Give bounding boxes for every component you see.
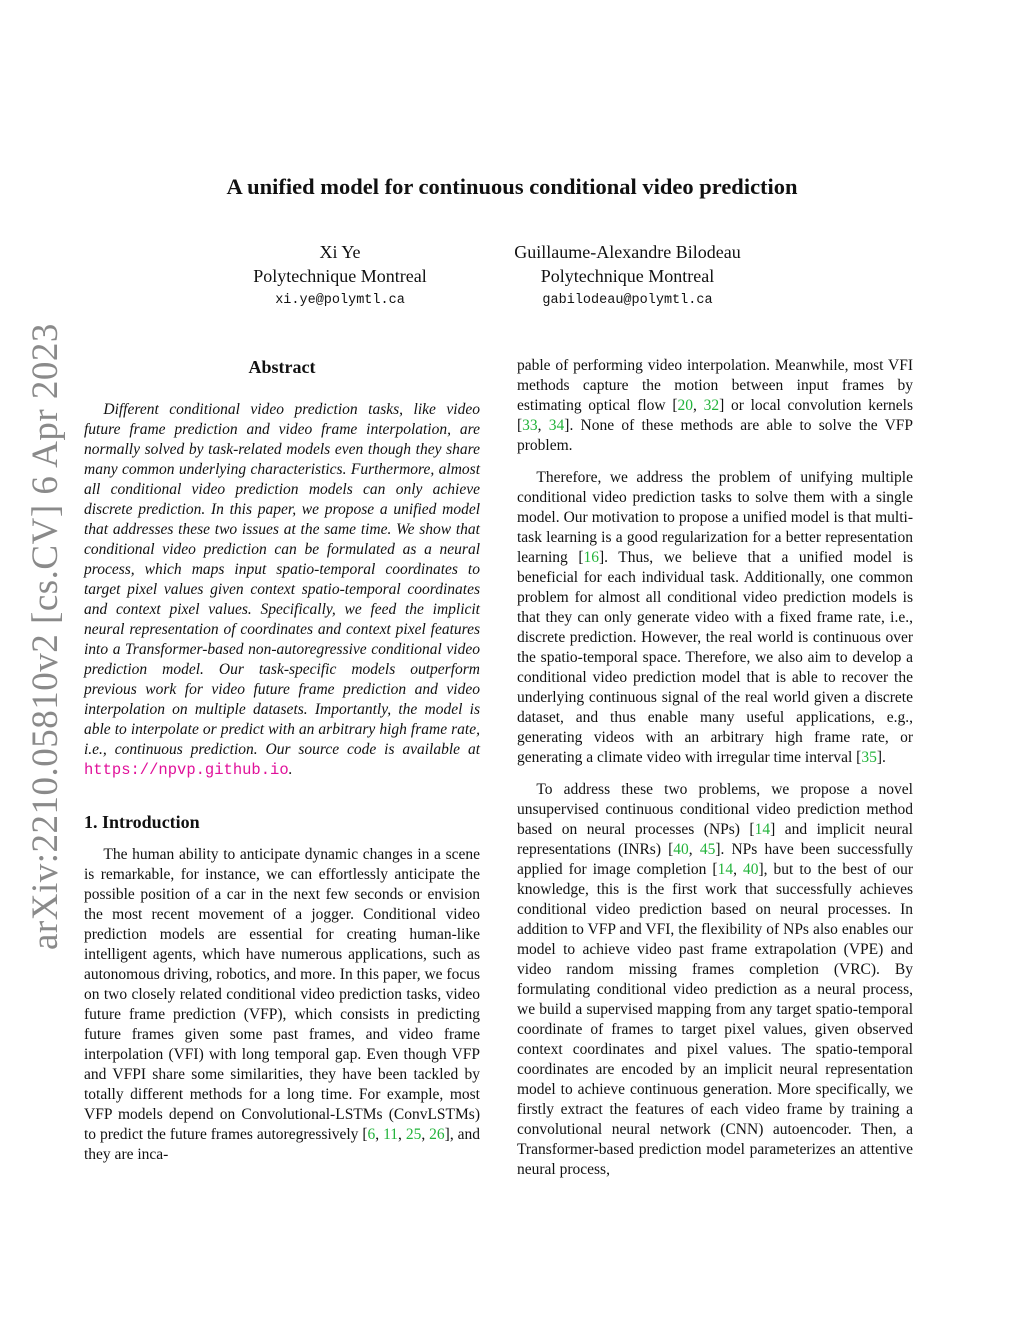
paragraph-text: pable of performing video interpolation. Meanwhile, most VFI methods capture the motion between input frames by estimating optical flow [ xyxy=(517,357,913,414)
citation-link[interactable]: 34 xyxy=(548,417,565,434)
paragraph-text: ], but to the best of our knowledge, this is the first work that successfully achieves conditional video prediction based on neural processes. In addition to VFP and VFI, the flexibility of NPs also enables our model to achieve video past frame extrapolation (VPE) and video random missing frames completion (VRC). By formulating conditional video prediction as a neural process, we build a supervised mapping from any target spatio-temporal coordinate of frames to target pixel values, given observed context coordinates and pixel values. The spatio-temporal coordinates are encoded by an implicit neural representation model to achieve continuous generation. More specifically, we firstly extract the features of each video frame by training a convolutional neural network (CNN) autoencoder. Then, a Transformer-based prediction model parameterizes an attentive neural process, xyxy=(517,861,913,1178)
body-paragraph xyxy=(517,468,913,768)
body-paragraph: pable of performing video interpolation. Meanwhile, most VFI methods capture the motion between input frames by estimating optical flow [20, 32] or local convolution kernels [33, 34]. None of these methods are able to solve the VFP problem. xyxy=(517,357,914,454)
paragraph-text: ]. Thus, we believe that a unified model is beneficial for each individual task. Additionally, one common problem for almost all conditional video prediction models is that they can only generate video with a fixed frame rate, i.e., discrete prediction. However, the real world is continuous over the spatio-temporal space. Therefore, we also aim to develop a conditional video prediction model that is able to recover the underlying continuous signal of the real world given a discrete dataset, and thus enable many useful applications, e.g., generating videos with an arbitrary high frame rate, or generating a climate video with irregular time interval [ xyxy=(517,549,913,766)
author-block xyxy=(220,240,460,313)
author-block xyxy=(490,240,765,313)
citation-link[interactable]: 40 xyxy=(742,861,759,878)
paragraph-text: ] or local convolution kernels [ xyxy=(517,397,914,434)
paragraph-text: Therefore, we address the problem of unifying multiple conditional video prediction tasks to solve them with a single model. Our motivation to propose a unified model is that multi-task learning is a good regularization for a better representation learning [ xyxy=(517,469,913,566)
abstract-body: Different conditional video prediction tasks, like video future frame prediction and video frame interpolation, are normally solved by task-related models even though they share many common underlying characteristics. Furthermore, almost all conditional video prediction models can only achieve discrete prediction. In this paper, we propose a unified model that addresses these two issues at the same time. We show that conditional video prediction can be formulated as a neural process, which maps input spatio-temporal coordinates to target pixel values given context spatio-temporal coordinates and context pixel values. Specifically, we feed the implicit neural representation of coordinates and context pixel features into a Transformer-based non-autoregressive conditional video prediction model. Our task-specific models outperform previous work for video future frame prediction and video interpolation on multiple datasets. Importantly, the model is able to interpolate or predict with an arbitrary high frame rate, i.e., continuous prediction. Our source code is available at xyxy=(84,401,480,758)
citation-link[interactable]: 25 xyxy=(405,1126,422,1143)
intro-paragraph: The human ability to anticipate dynamic changes in a scene is remarkable, for instance, we can effortlessly anticipate the possible position of a car in the next few seconds or envision the most recent movement of a jogger. Conditional video prediction models are essential for creating human-like intelligent agents, which have numerous applications, such as autonomous driving, robotics, and more. In this paper, we focus on two closely related conditional video prediction tasks, video future frame prediction (VFP), which consists in predicting future frames given some past frames, and video frame interpolation (VFI) with long temporal gap. Even though VFP and VFPI share some similarities, they have been tackled by totally different methods for a long time. For example, most VFP models depend on Convolutional-LSTMs (ConvLSTMs) to predict the future frames autoregressively [6, 11, 25, 26], and they are inca- xyxy=(84,846,481,1163)
arxiv-identifier[interactable]: arXiv:2210.05810v2 [cs.CV] 6 Apr 2023 xyxy=(25,323,66,950)
paragraph-text: ]. NPs have been successfully applied for image completion [ xyxy=(517,841,913,878)
citation-link[interactable]: 40 xyxy=(673,841,689,858)
citation-link[interactable]: 35 xyxy=(861,749,877,766)
citation-link[interactable]: 6 xyxy=(367,1126,376,1143)
author-affiliation: Polytechnique Montreal xyxy=(540,266,715,286)
paragraph-text: ], and they are inca- xyxy=(84,1126,481,1163)
author-email[interactable]: xi.ye@polymtl.ca xyxy=(275,293,405,308)
section-heading: 1. Introduction xyxy=(84,812,200,832)
paragraph-text: ]. None of these methods are able to solve the VFP problem. xyxy=(517,417,914,454)
abstract-end: . xyxy=(288,761,293,778)
citation-link[interactable]: 26 xyxy=(429,1126,445,1143)
right-column xyxy=(517,356,913,1180)
body-paragraph: To address these two problems, we propose a novel unsupervised continuous conditional video prediction method based on neural processes (NPs) [14] and implicit neural representations (INRs) [40, 45]. NPs have been successfully applied for image completion [14, 40], but to the best of our knowledge, this is the first work that successfully achieves conditional video prediction based on neural processes. In addition to VFP and VFI, the flexibility of NPs also enables our model to achieve video past frame extrapolation (VPE) and video random missing frames completion (VRC). By formulating conditional video prediction as a neural process, we build a supervised mapping from any target spatio-temporal coordinate of frames to target pixel values, given observed context coordinates and pixel values. The spatio-temporal coordinates are encoded by an implicit neural representation model to achieve continuous generation. More specifically, we firstly extract the features of each video frame by training a convolutional neural network (CNN) autoencoder. Then, a Transformer-based prediction model parameterizes an attentive neural process, xyxy=(517,781,913,1178)
author-name: Xi Ye xyxy=(319,242,361,262)
author-email[interactable]: gabilodeau@polymtl.ca xyxy=(542,293,713,308)
project-link[interactable]: https://npvp.github.io xyxy=(84,761,289,779)
paper-title: A unified model for continuous conditional video prediction xyxy=(226,174,798,199)
citation-link[interactable]: 16 xyxy=(583,549,599,566)
citation-link[interactable]: 33 xyxy=(522,417,538,434)
paragraph-text: The human ability to anticipate dynamic changes in a scene is remarkable, for instance, we can effortlessly anticipate the possible position of a car in the next few seconds or envision the most recent movement of a jogger. Conditional video prediction models are essential for creating human-like intelligent agents, which have numerous applications, such as autonomous driving, robotics, and more. In this paper, we focus on two closely related conditional video prediction tasks, video future frame prediction (VFP), which consists in predicting future frames given some past frames, and video frame interpolation (VFI) with long temporal gap. Even though VFP and VFPI share some similarities, they have been tackled by totally different methods for a long time. For example, most VFP models depend on Convolutional-LSTMs (ConvLSTMs) to predict the future frames autoregressively [ xyxy=(84,846,480,1143)
left-column xyxy=(84,356,480,1165)
citation-link[interactable]: 20 xyxy=(677,397,693,414)
citation-link[interactable]: 14 xyxy=(754,821,771,838)
paragraph-text: To address these two problems, we propose a novel unsupervised continuous conditional video prediction method based on neural processes (NPs) [ xyxy=(517,781,913,838)
author-name: Guillaume-Alexandre Bilodeau xyxy=(514,242,741,262)
abstract-heading: Abstract xyxy=(248,357,316,377)
citation-link[interactable]: 14 xyxy=(717,861,734,878)
citation-link[interactable]: 32 xyxy=(703,397,720,414)
citation-link[interactable]: 11 xyxy=(383,1126,399,1143)
citation-link[interactable]: 45 xyxy=(699,841,716,858)
paragraph-text: ]. xyxy=(876,749,886,766)
abstract-text xyxy=(84,400,480,780)
author-affiliation: Polytechnique Montreal xyxy=(253,266,427,286)
paragraph-text: ] and implicit neural representations (INRs) [ xyxy=(517,821,913,858)
